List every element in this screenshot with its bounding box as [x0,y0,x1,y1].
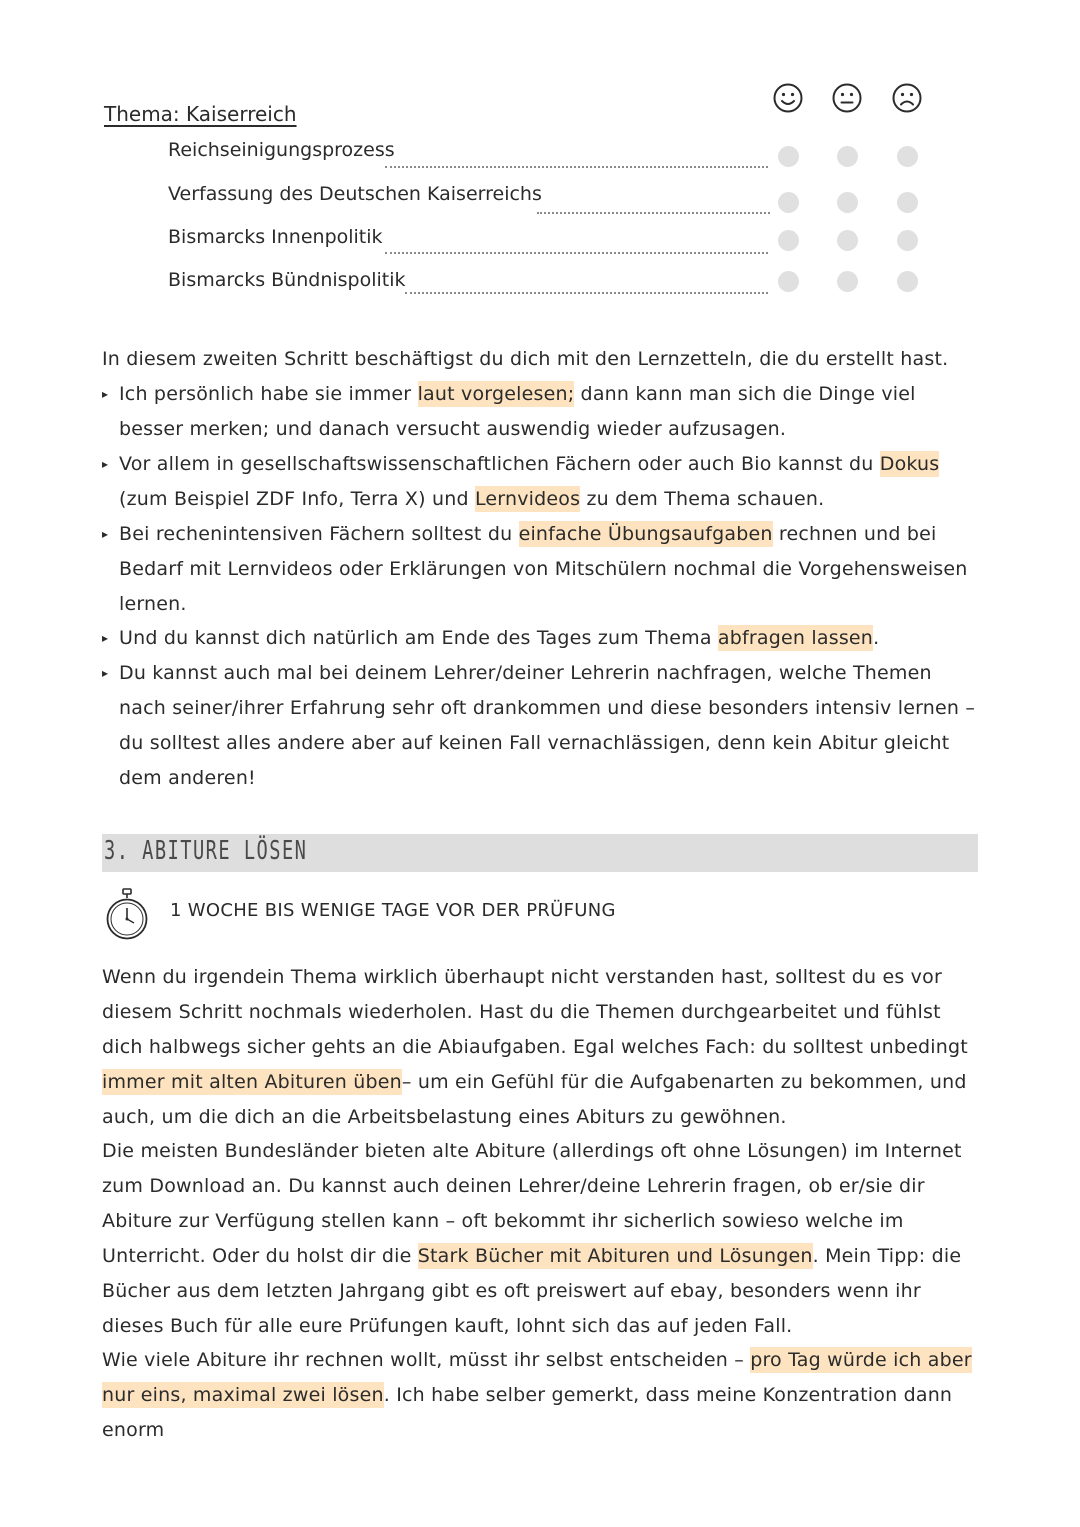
stopwatch-icon [104,888,150,940]
highlight: immer mit alten Abituren üben [102,1071,402,1093]
paragraph-text: Die meisten Bundesländer bieten alte Abiture (allerdings oft ohne Lösungen) im Internet zum Download an. Du kannst auch deinen Lehrer/deine Lehrerin fragen, ob er/sie dir Abiture zur Verfügung stellen kann – oft bekommt ihr sicherlich sowieso welche im Unterricht. Oder du holst dir die [102,1140,962,1267]
bullet-text: Ich persönlich habe sie immer [119,383,418,405]
bullet-item [102,656,982,796]
bullet-text: Und du kannst dich natürlich am Ende des Tages zum Thema [119,627,718,649]
highlight: pro Tag würde ich aber nur eins, maximal zwei lösen [102,1349,972,1406]
bullet-text: rechnen und bei Bedarf mit Lernvideos oder Erklärungen von Mitschülern nochmal die Vorgehensweisen lernen. [119,523,968,615]
rating-dot-good[interactable] [778,271,799,292]
dotted-leader [537,212,770,214]
rating-dot-bad[interactable] [897,146,918,167]
bullet-item [102,621,982,656]
paragraph-text: Wie viele Abiture ihr rechnen wollt, müsst ihr selbst entscheiden – [102,1349,751,1371]
dotted-leader [405,292,768,294]
sad-face-icon [892,83,922,113]
paragraph [102,1343,982,1448]
paragraph-text: . Ich habe selber gemerkt, dass meine Konzentration dann enorm [102,1384,953,1441]
rating-dot-good[interactable] [778,146,799,167]
bullet-item [102,447,982,517]
topic-heading: Thema: Kaiserreich [104,102,297,126]
rating-dot-neutral[interactable] [837,271,858,292]
bullet-text: Du kannst auch mal bei deinem Lehrer/deiner Lehrerin nachfragen, welche Themen nach seiner/ihrer Erfahrung sehr oft drankommen und diese besonders intensiv lernen – du solltest alles andere aber auf keinen Fall vernachlässigen, denn kein Abitur gleicht dem anderen! [119,662,976,789]
neutral-face-icon [832,83,862,113]
rating-dot-bad[interactable] [897,271,918,292]
bullet-triangle-icon: ▸ [102,387,109,401]
highlight: Dokus [879,453,940,475]
dotted-leader [385,166,768,168]
rating-dot-neutral[interactable] [837,230,858,251]
bullet-triangle-icon: ▸ [102,666,109,680]
bullet-text: . [873,627,880,649]
topic-row-label: Reichseinigungsprozess [168,139,395,161]
paragraph-text: – um ein Gefühl für die Aufgabenarten zu bekommen, und auch, um die dich an die Arbeitsbelastung eines Abiturs zu gewöhnen. [102,1071,967,1128]
highlight: Lernvideos [474,488,581,510]
rating-dot-good[interactable] [778,192,799,213]
topic-row-label: Verfassung des Deutschen Kaiserreichs [168,183,542,205]
bullet-text: dann kann man sich die Dinge viel besser merken; und danach versucht auswendig wieder aufzusagen. [119,383,916,440]
paragraph-text: Wenn du irgendein Thema wirklich überhaupt nicht verstanden hast, solltest du es vor diesem Schritt nochmals wiederholen. Hast du die Themen durchgearbeitet und fühlst dich halbwegs sicher gehts an die Abiaufgaben. Egal welches Fach: du solltest unbedingt [102,966,968,1058]
bullet-text: (zum Beispiel ZDF Info, Terra X) und [119,488,475,510]
rating-dot-bad[interactable] [897,192,918,213]
bullet-text: zu dem Thema schauen. [580,488,825,510]
rating-dot-good[interactable] [778,230,799,251]
paragraph [102,960,982,1135]
bullet-triangle-icon: ▸ [102,631,109,645]
highlight: laut vorgelesen; [417,383,575,405]
happy-face-icon [773,83,803,113]
bullet-item [102,517,982,622]
highlight: abfragen lassen [717,627,874,649]
dotted-leader [385,252,768,254]
bullet-triangle-icon: ▸ [102,457,109,471]
rating-dot-neutral[interactable] [837,192,858,213]
timing-label: 1 WOCHE BIS WENIGE TAGE VOR DER PRÜFUNG [170,900,616,921]
rating-dot-bad[interactable] [897,230,918,251]
bullet-text: Vor allem in gesellschaftswissenschaftlichen Fächern oder auch Bio kannst du [119,453,880,475]
paragraph-text: . Mein Tipp: die Bücher aus dem letzten Jahrgang gibt es oft preiswert auf ebay, besonders wenn ihr dieses Buch für alle eure Prüfungen kauft, lohnt sich das auf jeden Fall. [102,1245,962,1337]
intro-paragraph: In diesem zweiten Schritt beschäftigst du dich mit den Lernzetteln, die du erstellt hast. [102,348,949,370]
rating-dot-neutral[interactable] [837,146,858,167]
topic-row-label: Bismarcks Bündnispolitik [168,269,406,291]
highlight: einfache Übungsaufgaben [518,523,773,545]
section-title: 3. ABITURE LÖSEN [104,836,308,866]
bullet-text: Bei rechenintensiven Fächern solltest du [119,523,519,545]
paragraph [102,1134,982,1344]
bullet-item [102,377,982,447]
highlight: Stark Bücher mit Abituren und Lösungen [417,1245,813,1267]
bullet-triangle-icon: ▸ [102,527,109,541]
topic-row-label: Bismarcks Innenpolitik [168,226,383,248]
